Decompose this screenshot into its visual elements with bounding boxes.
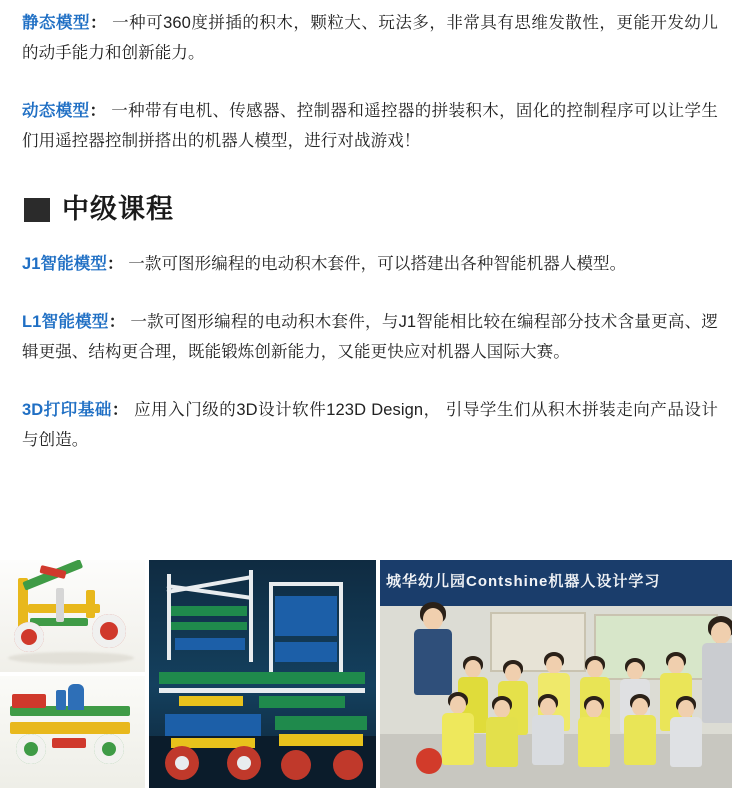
body <box>624 715 656 765</box>
person-child <box>576 696 612 770</box>
model-part <box>86 590 95 618</box>
build-part <box>171 622 247 630</box>
build-part <box>159 688 365 693</box>
head <box>586 700 602 718</box>
head <box>494 700 510 718</box>
person-child <box>622 694 658 770</box>
head <box>546 656 562 674</box>
build-part <box>249 570 253 662</box>
body <box>442 713 474 765</box>
head <box>505 664 521 682</box>
build-part <box>269 582 273 682</box>
paragraph-j1-model <box>22 249 718 279</box>
build-part <box>259 696 345 708</box>
build-part <box>275 596 337 636</box>
person-child <box>530 694 566 770</box>
body <box>486 717 518 767</box>
model-part <box>56 588 64 622</box>
model-part <box>56 690 66 710</box>
model-part <box>52 738 86 748</box>
paragraph-3d-printing <box>22 395 718 455</box>
section-heading <box>22 196 718 223</box>
paragraph-static-model-text: 一种可360度拼插的积木，颗粒大、玩法多，非常具有思维发散性，更能开发幼儿的动手能力和创新能力。 <box>22 14 719 62</box>
head <box>465 660 481 678</box>
paragraph-static-model <box>22 8 718 68</box>
build-part <box>275 642 337 662</box>
model-part <box>10 722 130 734</box>
head <box>678 700 694 718</box>
red-ball <box>416 748 442 774</box>
head <box>668 656 684 674</box>
build-wheel-hub <box>175 756 189 770</box>
term-static-model: 静态模型 <box>22 14 91 32</box>
paragraph-l1-model-text: 一款可图形编程的电动积木套件，与J1智能相比较在编程部分技术含量更高、逻辑更强、结构更合理，既能锻炼创新能力，又能更快应对机器人国际大赛。 <box>22 313 719 361</box>
head <box>450 696 466 714</box>
paragraph-dynamic-model <box>22 96 718 156</box>
build-part <box>279 734 363 746</box>
head <box>711 622 731 644</box>
term-l1-model: L1智能模型 <box>22 313 109 331</box>
build-part <box>175 638 245 650</box>
head <box>632 698 648 716</box>
photo-strip <box>0 560 732 788</box>
model-wheel <box>14 622 44 652</box>
term-3d-printing: 3D打印基础 <box>22 401 112 419</box>
paragraph-j1-model-text: 一款可图形编程的电动积木套件，可以搭建出各种智能机器人模型。 <box>128 255 627 273</box>
head <box>423 608 443 630</box>
body <box>702 643 732 723</box>
term-separator: ： <box>111 401 129 419</box>
term-separator: ： <box>89 102 107 120</box>
photo-shadow <box>8 652 134 664</box>
body <box>578 717 610 767</box>
photo-column-left <box>0 560 145 788</box>
person-child <box>484 696 520 770</box>
term-separator: ： <box>90 14 108 32</box>
build-part <box>159 672 365 684</box>
head <box>587 660 603 678</box>
section-title: 中级课程 <box>62 194 174 224</box>
build-part <box>269 582 343 586</box>
body <box>670 717 702 767</box>
section-bullet-icon <box>24 198 50 222</box>
build-wheel <box>333 750 363 780</box>
build-part <box>179 696 243 706</box>
build-part <box>171 606 247 616</box>
model-part <box>12 694 46 708</box>
model-wheel <box>16 734 46 764</box>
photo-static-model-1 <box>0 560 145 672</box>
banner-text: 城华幼儿园Contshine机器人设计学习 <box>386 573 661 590</box>
spacer <box>22 227 718 249</box>
photo-static-model-2 <box>0 676 145 788</box>
term-separator: ： <box>108 313 126 331</box>
photo-classroom-group <box>380 560 732 788</box>
body <box>414 629 452 695</box>
term-separator: ： <box>106 255 124 273</box>
term-dynamic-model: 动态模型 <box>22 102 90 120</box>
paragraph-3d-printing-text: 应用入门级的3D设计软件123D Design， 引导学生们从积木拼装走向产品设计与创造。 <box>22 401 718 449</box>
person-teacher <box>410 602 454 698</box>
build-wheel <box>281 750 311 780</box>
build-part <box>165 714 261 736</box>
paragraph-dynamic-model-text: 一种带有电机、传感器、控制器和遥控器的拼装积木，固化的控制程序可以让学生们用遥控器控制拼搭出的机器人模型，进行对战游戏！ <box>22 102 719 150</box>
spacer <box>22 285 718 307</box>
spacer <box>22 373 718 395</box>
build-part <box>339 582 343 682</box>
build-wheel-hub <box>237 756 251 770</box>
spacer <box>22 162 718 196</box>
person-child <box>668 696 704 770</box>
head <box>627 662 643 680</box>
body <box>532 715 564 765</box>
head <box>540 698 556 716</box>
person-child <box>440 692 476 770</box>
model-wheel <box>92 614 126 648</box>
paragraph-l1-model <box>22 307 718 367</box>
photo-large-build <box>149 560 376 788</box>
model-figure <box>68 684 84 710</box>
spacer <box>22 74 718 96</box>
model-wheel <box>94 734 124 764</box>
term-j1-model: J1智能模型 <box>22 255 107 273</box>
build-part <box>275 716 367 730</box>
